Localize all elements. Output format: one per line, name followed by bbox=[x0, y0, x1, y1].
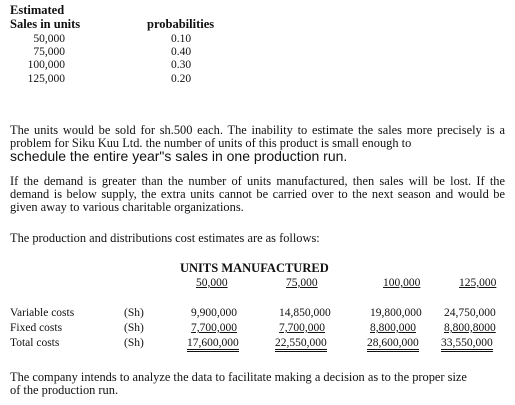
paragraph-pricing: The units would be sold for sh.500 each. The inability to estimate the sales more precisely is a problem for Siku Kuu Ltd. the number of units of this product is small enough to bbox=[10, 123, 505, 150]
paragraph-pricing-continuation: schedule the entire year"s sales in one production run. bbox=[10, 148, 348, 164]
cost-table-title: UNITS MANUFACTURED bbox=[180, 261, 329, 275]
column-header: 75,000 bbox=[286, 277, 318, 289]
row-unit: (Sh) bbox=[124, 307, 144, 319]
cost-cell: 8,800,8000 bbox=[444, 322, 496, 334]
column-header: 125,000 bbox=[459, 277, 497, 289]
heading-probabilities: probabilities bbox=[147, 17, 215, 31]
sales-units-cell: 50,000 bbox=[33, 33, 65, 45]
row-unit: (Sh) bbox=[124, 337, 144, 349]
cost-cell: 24,750,000 bbox=[444, 307, 496, 319]
cost-cell: 19,800,000 bbox=[370, 307, 422, 319]
column-header: 50,000 bbox=[196, 277, 228, 289]
cost-cell: 14,850,000 bbox=[279, 307, 331, 319]
cost-cell: 17,600,000 bbox=[187, 337, 239, 352]
probability-cell: 0.40 bbox=[171, 46, 192, 58]
paragraph-demand: If the demand is greater than the number of units manufactured, then sales will be lost. If the demand is below supply, the extra units cannot be carried over to the next season and would be given away to various charitable organizations. bbox=[10, 174, 505, 214]
sales-units-cell: 125,000 bbox=[27, 73, 65, 85]
paragraph-conclusion: The company intends to analyze the data to facilitate making a decision as to the proper size of the production run. bbox=[10, 370, 467, 397]
cost-cell: 9,900,000 bbox=[191, 307, 237, 319]
row-label: Total costs bbox=[10, 337, 60, 349]
paragraph-cost-intro: The production and distributions cost estimates are as follows: bbox=[10, 231, 320, 245]
heading-estimated: Estimated bbox=[10, 3, 65, 17]
row-label: Variable costs bbox=[10, 307, 75, 319]
column-header: 100,000 bbox=[383, 277, 421, 289]
cost-cell: 7,700,000 bbox=[279, 322, 325, 334]
row-unit: (Sh) bbox=[124, 322, 144, 334]
cost-cell: 8,800,000 bbox=[370, 322, 416, 334]
probability-cell: 0.30 bbox=[171, 59, 192, 71]
row-label: Fixed costs bbox=[10, 322, 63, 334]
cost-cell: 28,600,000 bbox=[367, 337, 419, 352]
cost-cell: 33,550,000 bbox=[441, 337, 493, 352]
heading-sales-in-units: Sales in units bbox=[10, 17, 81, 31]
probability-cell: 0.10 bbox=[171, 33, 192, 45]
cost-cell: 22,550,000 bbox=[275, 337, 327, 352]
sales-units-cell: 100,000 bbox=[27, 59, 65, 71]
cost-cell: 7,700,000 bbox=[191, 322, 237, 334]
probability-cell: 0.20 bbox=[171, 73, 192, 85]
sales-units-cell: 75,000 bbox=[33, 46, 65, 58]
